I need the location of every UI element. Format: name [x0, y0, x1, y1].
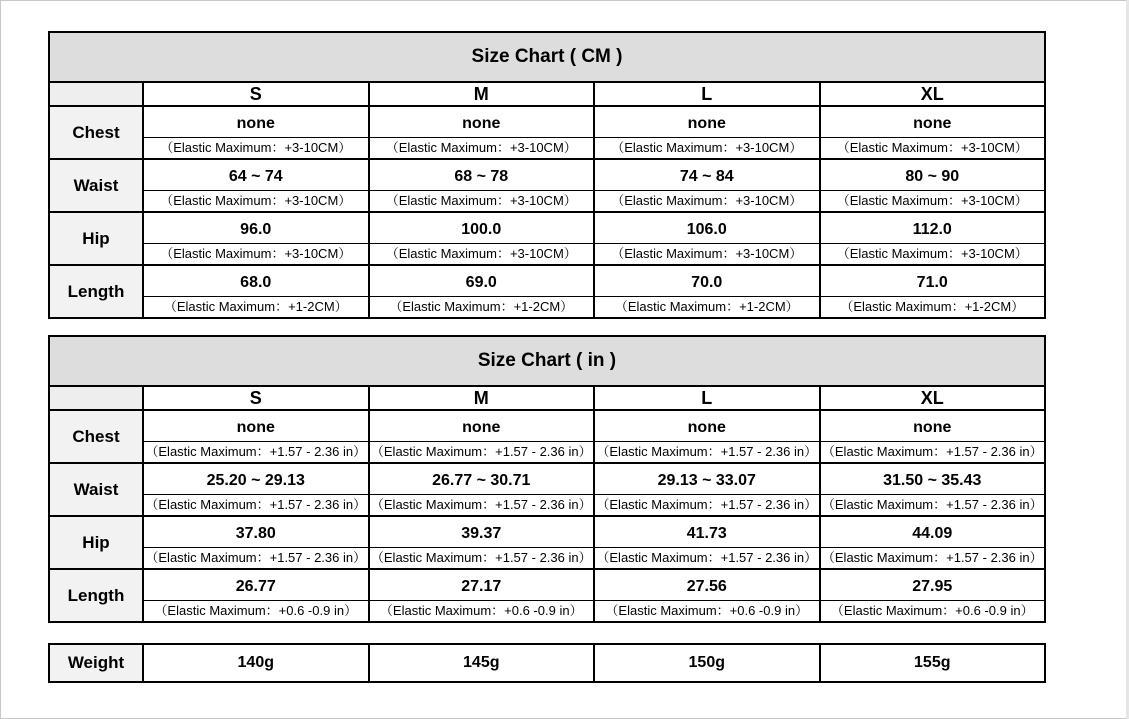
size-cell: [594, 569, 820, 622]
size-header-m: M: [369, 82, 595, 106]
table-row: [49, 106, 1045, 159]
measurement-value: 71.0: [916, 274, 948, 291]
measurement-value: 44.09: [912, 525, 953, 542]
measurement-value: 37.80: [235, 525, 276, 542]
table-row: [49, 265, 1045, 318]
table-row: [49, 644, 1045, 682]
size-cell: [143, 159, 369, 212]
elastic-note: （Elastic Maximum：+3-10CM）: [370, 190, 594, 211]
size-cell: [143, 212, 369, 265]
measurement-value: 31.50 ~ 35.43: [883, 472, 982, 489]
size-cell: [143, 265, 369, 318]
weight-label: Weight: [49, 644, 143, 682]
size-cell: [143, 410, 369, 463]
measurement-value: 26.77: [235, 578, 276, 595]
measurement-value: 27.17: [461, 578, 502, 595]
elastic-note: （Elastic Maximum：+0.6 -0.9 in）: [370, 600, 594, 621]
elastic-note: （Elastic Maximum：+0.6 -0.9 in）: [821, 600, 1045, 621]
size-cell: [820, 569, 1046, 622]
elastic-note: （Elastic Maximum：+1-2CM）: [144, 296, 368, 317]
size-cell: [820, 159, 1046, 212]
elastic-note: （Elastic Maximum：+3-10CM）: [821, 190, 1045, 211]
row-label: Hip: [49, 212, 143, 265]
measurement-value: none: [913, 419, 952, 436]
row-label: Waist: [49, 159, 143, 212]
elastic-note: （Elastic Maximum：+1.57 - 2.36 in）: [370, 494, 594, 515]
elastic-note: （Elastic Maximum：+1-2CM）: [370, 296, 594, 317]
size-cell: [369, 159, 595, 212]
size-cell: [143, 516, 369, 569]
elastic-note: （Elastic Maximum：+3-10CM）: [144, 137, 368, 158]
elastic-note: （Elastic Maximum：+1-2CM）: [821, 296, 1045, 317]
header-corner: [49, 386, 143, 410]
measurement-value: 27.56: [686, 578, 727, 595]
measurement-value: none: [236, 115, 275, 132]
size-header-xl: XL: [820, 386, 1046, 410]
row-label: Chest: [49, 410, 143, 463]
elastic-note: （Elastic Maximum：+3-10CM）: [821, 137, 1045, 158]
elastic-note: （Elastic Maximum：+3-10CM）: [595, 137, 819, 158]
measurement-value: none: [913, 115, 952, 132]
elastic-note: （Elastic Maximum：+1.57 - 2.36 in）: [370, 441, 594, 462]
size-cell: [369, 265, 595, 318]
row-label: Waist: [49, 463, 143, 516]
measurement-value: 70.0: [691, 274, 723, 291]
weight-value: 145g: [369, 644, 595, 682]
elastic-note: （Elastic Maximum：+0.6 -0.9 in）: [595, 600, 819, 621]
weight-value: 140g: [143, 644, 369, 682]
size-header-l: L: [594, 386, 820, 410]
size-cell: [369, 106, 595, 159]
chart-title: Size Chart ( CM ): [49, 32, 1045, 82]
elastic-note: （Elastic Maximum：+1.57 - 2.36 in）: [144, 547, 368, 568]
size-cell: [594, 410, 820, 463]
measurement-value: 74 ~ 84: [679, 168, 734, 185]
measurement-value: none: [462, 419, 501, 436]
row-label: Length: [49, 569, 143, 622]
elastic-note: （Elastic Maximum：+1.57 - 2.36 in）: [595, 547, 819, 568]
table-row: [49, 463, 1045, 516]
elastic-note: （Elastic Maximum：+0.6 -0.9 in）: [144, 600, 368, 621]
elastic-note: （Elastic Maximum：+3-10CM）: [144, 190, 368, 211]
elastic-note: （Elastic Maximum：+3-10CM）: [144, 243, 368, 264]
measurement-value: 80 ~ 90: [905, 168, 960, 185]
elastic-note: （Elastic Maximum：+3-10CM）: [370, 243, 594, 264]
row-label: Chest: [49, 106, 143, 159]
elastic-note: （Elastic Maximum：+1.57 - 2.36 in）: [370, 547, 594, 568]
measurement-value: none: [687, 115, 726, 132]
size-cell: [594, 212, 820, 265]
size-cell: [369, 569, 595, 622]
measurement-value: 96.0: [240, 221, 272, 238]
measurement-value: 27.95: [912, 578, 953, 595]
size-cell: [369, 463, 595, 516]
size-header-m: M: [369, 386, 595, 410]
measurement-value: 106.0: [686, 221, 727, 238]
size-chart-in: [48, 335, 1046, 623]
elastic-note: （Elastic Maximum：+3-10CM）: [595, 243, 819, 264]
size-header-s: S: [143, 82, 369, 106]
elastic-note: （Elastic Maximum：+3-10CM）: [595, 190, 819, 211]
measurement-value: none: [687, 419, 726, 436]
size-cell: [820, 265, 1046, 318]
size-cell: [594, 159, 820, 212]
table-row: [49, 159, 1045, 212]
measurement-value: 25.20 ~ 29.13: [206, 472, 305, 489]
weight-value: 155g: [820, 644, 1046, 682]
chart-title: Size Chart ( in ): [49, 336, 1045, 386]
size-cell: [820, 410, 1046, 463]
measurement-value: 68.0: [240, 274, 272, 291]
measurement-value: 39.37: [461, 525, 502, 542]
table-row: [49, 212, 1045, 265]
weight-table: [48, 643, 1046, 683]
elastic-note: （Elastic Maximum：+1.57 - 2.36 in）: [595, 494, 819, 515]
table-row: [49, 516, 1045, 569]
size-header-s: S: [143, 386, 369, 410]
elastic-note: （Elastic Maximum：+1.57 - 2.36 in）: [821, 441, 1045, 462]
elastic-note: （Elastic Maximum：+1.57 - 2.36 in）: [821, 494, 1045, 515]
elastic-note: （Elastic Maximum：+1.57 - 2.36 in）: [144, 441, 368, 462]
measurement-value: 112.0: [912, 221, 952, 238]
elastic-note: （Elastic Maximum：+3-10CM）: [821, 243, 1045, 264]
size-cell: [369, 212, 595, 265]
measurement-value: 41.73: [686, 525, 727, 542]
weight-value: 150g: [594, 644, 820, 682]
measurement-value: 26.77 ~ 30.71: [432, 472, 531, 489]
elastic-note: （Elastic Maximum：+1.57 - 2.36 in）: [821, 547, 1045, 568]
measurement-value: 64 ~ 74: [228, 168, 283, 185]
elastic-note: （Elastic Maximum：+1.57 - 2.36 in）: [144, 494, 368, 515]
size-cell: [143, 463, 369, 516]
table-row: [49, 410, 1045, 463]
size-cell: [369, 516, 595, 569]
size-cell: [594, 463, 820, 516]
size-cell: [143, 106, 369, 159]
elastic-note: （Elastic Maximum：+1.57 - 2.36 in）: [595, 441, 819, 462]
size-cell: [594, 516, 820, 569]
measurement-value: 100.0: [461, 221, 502, 238]
size-header-l: L: [594, 82, 820, 106]
size-cell: [820, 212, 1046, 265]
size-cell: [820, 106, 1046, 159]
table-row: [49, 569, 1045, 622]
measurement-value: none: [462, 115, 501, 132]
size-cell: [594, 106, 820, 159]
size-chart-cm: [48, 31, 1046, 319]
size-cell: [369, 410, 595, 463]
measurement-value: none: [236, 419, 275, 436]
measurement-value: 68 ~ 78: [454, 168, 509, 185]
row-label: Length: [49, 265, 143, 318]
measurement-value: 29.13 ~ 33.07: [657, 472, 756, 489]
size-cell: [594, 265, 820, 318]
size-cell: [820, 463, 1046, 516]
header-corner: [49, 82, 143, 106]
size-header-xl: XL: [820, 82, 1046, 106]
row-label: Hip: [49, 516, 143, 569]
size-cell: [820, 516, 1046, 569]
size-cell: [143, 569, 369, 622]
measurement-value: 69.0: [465, 274, 497, 291]
elastic-note: （Elastic Maximum：+3-10CM）: [370, 137, 594, 158]
elastic-note: （Elastic Maximum：+1-2CM）: [595, 296, 819, 317]
